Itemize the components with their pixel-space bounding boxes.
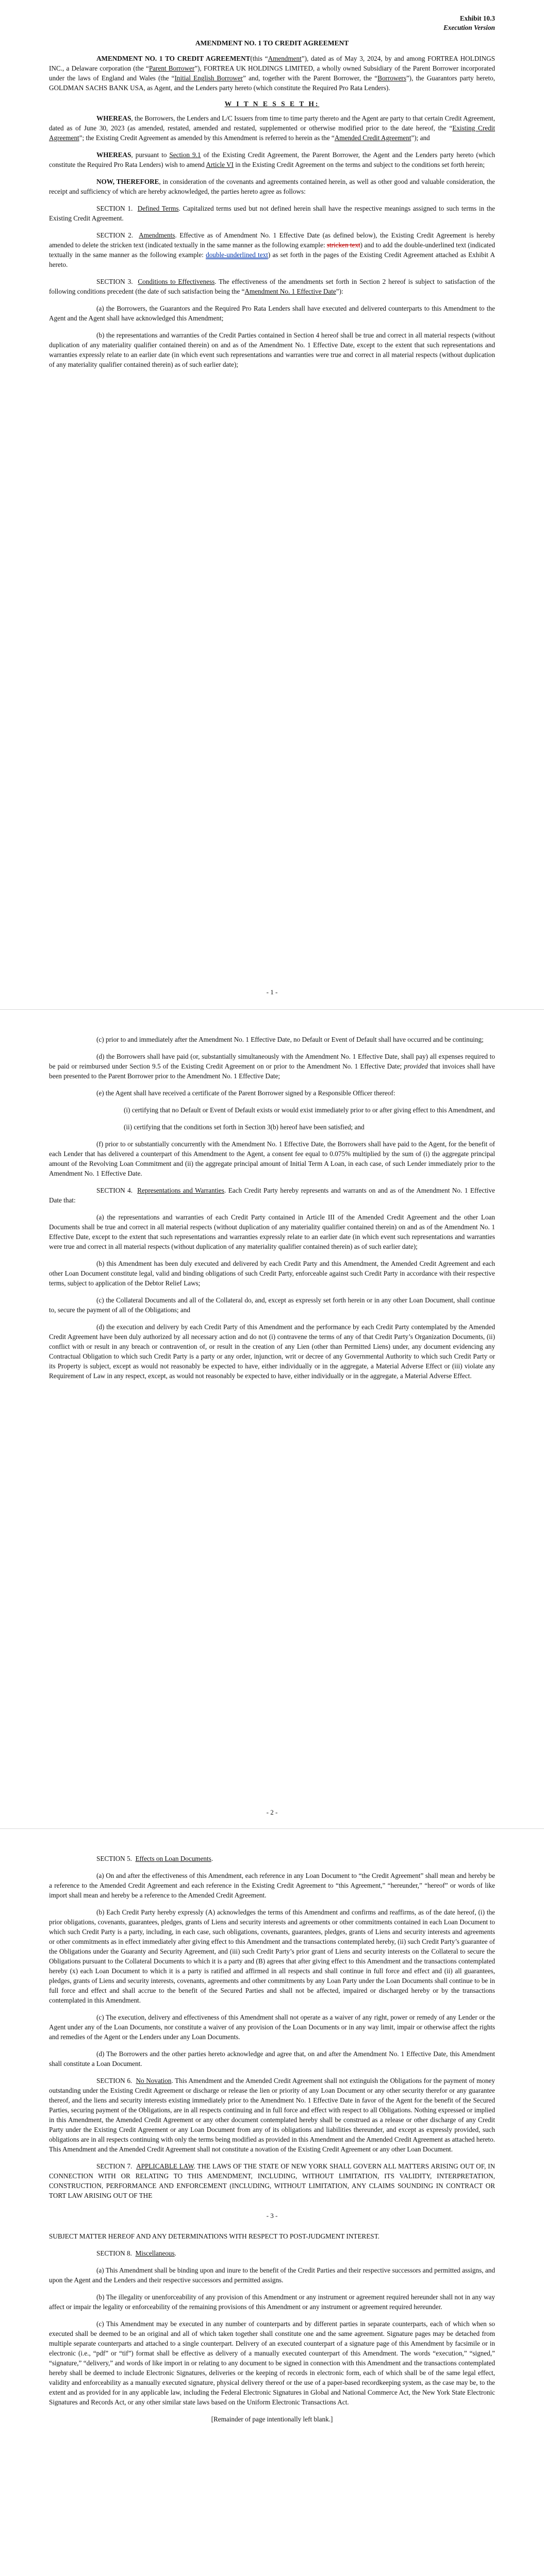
section-1-number: SECTION 1. — [96, 205, 133, 212]
section-8-text: . — [174, 2249, 176, 2257]
section-4-paragraph — [49, 1185, 495, 1205]
now-therefore-paragraph — [49, 177, 495, 196]
page-3 — [0, 1829, 544, 2576]
section-3-defined-effective-date: Amendment No. 1 Effective Date — [244, 287, 336, 295]
section-6-number: SECTION 6. — [96, 2077, 133, 2084]
page-2-content — [49, 1035, 495, 1388]
section-6-text: . This Amendment and the Amended Credit Agreement shall not extinguish the Obligations for the payment of money outstanding under the Existing Credit Agreement or discharge or release the lien or priority of any Loan Document or any other security therefor or any guarantee thereof, and the liens and security interests existing immediately prior to the Amendment No. 1 Effective Date in favor of the Agent for the benefit of the Secured Parties, securing payment of the Obligations, are in all respects continuing and in full force and effect with respect to all Obligations. Nothing expressed or implied in this Amendment, the Amended Credit Agreement or any other document contemplated hereby shall be construed as a release or other discharge of any Credit Party under the Existing Credit Agreement or any Loan Document from any of its obligations and liabilities thereunder, and except as expressly provided, such obligations are in all respects continuing with only the terms being modified as provided in this Amendment and the Amended Credit Agreement as attached hereto. This Amendment and the Amended Credit Agreement shall not constitute a novation of the Existing Credit Agreement or any other Loan Document. — [49, 2077, 495, 2153]
section-3-clause-d-provided: provided — [404, 1062, 428, 1070]
page-1-content — [49, 14, 495, 377]
witnesseth-heading: W I T N E S S E T H: — [224, 100, 320, 108]
section-5-clause-a: (a) On and after the effectiveness of this Amendment, each reference in any Loan Document to “the Credit Agreement” shall mean and hereby be a reference to the Amended Credit Agreement and each reference in the Existing Credit Agreement to “this Agreement,” “hereunder,” “hereof” or words of like import shall mean and hereby be a reference to the Amended Credit Agreement. — [49, 1872, 495, 1899]
whereas-2-lead: WHEREAS — [96, 151, 131, 159]
section-3-text-b: ”): — [336, 287, 343, 295]
remainder-blank-note: [Remainder of page intentionally left blank.] — [211, 2415, 333, 2423]
section-4-text: . Each Credit Party hereby represents and warrants on and as of the Amendment No. 1 Effective Date that: — [49, 1187, 495, 1204]
section-1-paragraph — [49, 204, 495, 223]
section-5-text: . — [211, 1855, 213, 1862]
section-5-clause-d: (d) The Borrowers and the other parties hereto acknowledge and agree that, on and after the Amendment No. 1 Effective Date, this Amendment shall constitute a Loan Document. — [49, 2050, 495, 2067]
whereas-1-text-b: ”; the Existing Credit Agreement as amended by this Amendment is referred to herein as the “ — [79, 134, 335, 142]
section-2-heading: Amendments — [139, 231, 175, 239]
section-4-clause-a: (a) the representations and warranties of each Credit Party contained in Article III of the Amended Credit Agreement and the other Loan Documents shall be true and correct in all material respects (without duplication of any materiality qualifier contained therein) on and as of the Amendment No. 1 Effective Date, except to the extent that such representations and warranties expressly relate to an earlier date (in which event such representations and warranties were true and correct in all material respects (without duplication of any materiality qualifier contained therein) as of such earlier date); — [49, 1213, 495, 1250]
whereas-paragraph-1 — [49, 113, 495, 143]
section-2-double-underline-example: double-underlined text — [206, 251, 268, 259]
section-2-text-c: ) as set forth in the pages of the Existing Credit Agreement attached as Exhibit A hereto. — [49, 251, 496, 268]
section-4-clause-d: (d) the execution and delivery by each Credit Party of this Amendment and the performance by each Credit Party contemplated by the Amended Credit Agreement have been duly authorized by all necessary action and do not (i) contravene the terms of any of that Credit Party’s Organization Documents, (ii) conflict with or result in any breach or contravention of, or result in the creation of any Lien (other than Permitted Liens) under, any document evidencing any Contractual Obligation to which such Credit Party is a party or any order, injunction, writ or decree of any Governmental Authority to which such Credit Party or its Property is subject, except as would not reasonably be expected to have, either individually or in the aggregate, a Material Adverse Effect or (iii) violate any Requirement of Law in any respect, except, as would not reasonably be expected to have, either individually or in the aggregate, a Material Adverse Effect. — [49, 1323, 495, 1380]
section-6-heading: No Novation — [136, 2077, 172, 2084]
whereas-1-defined-existing-credit-agreement: Existing Credit Agreement — [49, 124, 495, 142]
page-3-content — [49, 1854, 495, 2431]
intro-text-c: ”), FORTREA UK HOLDINGS LIMITED, a wholly owned Subsidiary of the Parent Borrower incorporated under the laws of England and Wales (the “ — [49, 64, 495, 82]
section-5-clause-b: (b) Each Credit Party hereby expressly (A) acknowledges the terms of this Amendment and confirms and reaffirms, as of the date hereof, (i) the prior obligations, covenants, guarantees, pledges, grants of Liens and security interests and agreements or other commitments contained in each Loan Document to which such Credit Party is a party, including, in each case, such obligations, covenants, guarantees, pledges, grants of Liens and security interests and agreements or other commitments as in effect immediately after giving effect to this Amendment and the transactions contemplated hereby, (ii) such Credit Party’s guarantee of the Obligations under the Guaranty and Security Agreement, and (iii) such Credit Party’s prior grant of Liens and security interests on the Collateral to secure the Obligations pursuant to the Collateral Documents to which it is a party and (B) agrees that after giving effect to this Amendment and the transactions contemplated hereby (x) each Loan Document to which it is a party is ratified and affirmed in all respects and shall continue in full force and effect and (ii) all guarantees, pledges, grants of Liens and security interests, covenants, agreements and other commitments by any Loan Party under the Loan Documents shall continue to be in full force and effect and shall accrue to the benefit of the Secured Parties and shall not be affected, impaired or discharged hereby or by the transactions contemplated in this Amendment. — [49, 1908, 495, 2004]
section-7-continuation: SUBJECT MATTER HEREOF AND ANY DETERMINATIONS WITH RESPECT TO POST-JUDGMENT INTEREST. — [49, 2232, 380, 2240]
intro-defined-borrowers: Borrowers — [377, 74, 406, 82]
whereas-2-text-c: in the Existing Credit Agreement on the terms and subject to the conditions set forth herein; — [233, 161, 485, 168]
intro-lead: AMENDMENT NO. 1 TO CREDIT AGREEMENT — [96, 55, 251, 62]
section-3-clause-c: (c) prior to and immediately after the Amendment No. 1 Effective Date, no Default or Event of Default shall have occurred and be continuing; — [96, 1036, 484, 1043]
whereas-1-defined-amended-credit-agreement: Amended Credit Agreement — [334, 134, 411, 142]
intro-defined-parent-borrower: Parent Borrower — [149, 64, 195, 72]
section-3-clause-d-text-b: that invoices shall have been presented to the Parent Borrower prior to the Amendment No. 1 Effective Date; — [49, 1062, 495, 1080]
intro-text-b: ”), dated as of May 3, 2024, by and among FORTREA HOLDINGS INC., a Delaware corporation (the “ — [49, 55, 495, 72]
section-3-clause-f: (f) prior to or substantially concurrently with the Amendment No. 1 Effective Date, the Borrowers shall have paid to the Agent, for the benefit of each Lender that has delivered a counterpart of this Amendment to the Agent, a consent fee equal to 0.075% multiplied by the sum of (i) the aggregate principal amount of the Revolving Loan Commitment and (ii) the aggregate principal amount of Initial Term A Loan, in each case, of such Lender immediately prior to the Amendment No. 1 Effective Date. — [49, 1140, 495, 1177]
section-2-strike-example: stricken text — [326, 241, 360, 249]
section-2-number: SECTION 2. — [96, 231, 134, 239]
intro-text-d: ” and, together with the Parent Borrower, the “ — [243, 74, 378, 82]
section-3-heading: Conditions to Effectiveness — [138, 278, 215, 285]
whereas-2-text-a: , pursuant to — [131, 151, 170, 159]
section-5-paragraph — [49, 1854, 495, 1863]
section-7-heading: APPLICABLE LAW — [136, 2162, 194, 2170]
whereas-1-text-c: ”); and — [411, 134, 430, 142]
intro-text-e: ”), the Guarantors party hereto, GOLDMAN SACHS BANK USA, as Agent, and the Lenders party hereto (which constitute the Required Pro Rata Lenders). — [49, 74, 495, 92]
exhibit-number: Exhibit 10.3 — [459, 14, 495, 22]
intro-paragraph — [49, 54, 495, 93]
section-3-clause-d-text-a: (d) the Borrowers shall have paid (or, substantially simultaneously with the Amendment No. 1 Effective Date, shall pay) all expenses required to be paid or reimbursed under Section 9.5 of the Existing Credit Agreement on or prior to the Amendment No. 1 Effective Date; — [49, 1053, 495, 1070]
section-8-number: SECTION 8. — [96, 2249, 132, 2257]
section-8-clause-c: (c) This Amendment may be executed in any number of counterparts and by different parties in separate counterparts, each of which when so executed shall be deemed to be an original and all of which taken together shall constitute one and the same agreement. Signature pages may be detached from multiple separate counterparts and attached to a single counterpart. Delivery of an executed counterpart of a signature page of this Amendment by facsimile or in electronic (i.e., “pdf” or “tif”) format shall be effective as delivery of a manually executed counterpart of this Amendment. The words “execution,” “signed,” “signature,” “delivery,” and words of like import in or relating to any document to be signed in connection with this Amendment and the transactions contemplated hereby shall be deemed to include Electronic Signatures, deliveries or the keeping of records in electronic form, each of which shall be of the same legal effect, validity and enforceability as a manually executed signature, physical delivery thereof or the use of a paper-based recordkeeping system, as the case may be, to the extent and as provided for in any applicable law, including the Federal Electronic Signatures in Global and National Commerce Act, the New York State Electronic Signatures and Records Act, or any other similar state laws based on the Uniform Electronic Transactions Act. — [49, 2320, 495, 2406]
intro-text-a: (this “ — [250, 55, 268, 62]
whereas-2-ref-section: Section 9.1 — [169, 151, 201, 159]
intro-defined-amendment: Amendment — [268, 55, 302, 62]
whereas-1-lead: WHEREAS — [96, 114, 131, 122]
section-4-clause-c: (c) the Collateral Documents and all of the Collateral do, and, except as expressly set forth herein or in any other Loan Document, shall continue to, secure the payment of all of the Obligations; and — [49, 1296, 495, 1314]
section-2-text-a: . Effective as of Amendment No. 1 Effective Date (as defined below), the Existing Credit Agreement is hereby amended to delete the stricken text (indicated textually in the same manner as the following example: — [49, 231, 496, 249]
section-3-text-a: . The effectiveness of the amendments set forth in Section 2 hereof is subject to satisfaction of the following conditions precedent (the date of such satisfaction being the “ — [49, 278, 495, 295]
whereas-1-text-a: , the Borrowers, the Lenders and L/C Issuers from time to time party thereto and the Agent are party to that certain Credit Agreement, dated as of June 30, 2023 (as amended, restated, amended and restated, supplemented or otherwise modified prior to the date hereof, the “ — [49, 114, 495, 132]
section-8-clause-a: (a) This Amendment shall be binding upon and inure to the benefit of the Credit Parties and their respective successors and permitted assigns, and upon the Agent and the Lenders and their respective successors and permitted assigns. — [49, 2266, 495, 2284]
section-3-clause-b: (b) the representations and warranties of the Credit Parties contained in Section 4 hereof shall be true and correct in all material respects (without duplication of any materiality qualifier contained therein) on and as of the Amendment No. 1 Effective Date, except to the extent that such representations and warranties expressly relate to an earlier date (in which event such representations and warranties were true and correct in all material respects (without duplication of any materiality qualifier contained therein) as of such earlier date); — [49, 331, 495, 368]
section-7-paragraph — [49, 2161, 495, 2200]
section-5-clause-c: (c) The execution, delivery and effectiveness of this Amendment shall not operate as a waiver of any right, power or remedy of any Lender or the Agent under any of the Loan Documents, nor constitute a waiver of any provision of the Loan Documents or in any way limit, impair or otherwise affect the rights and remedies of the Agent or the Lenders under any Loan Documents. — [49, 2013, 495, 2041]
whereas-paragraph-2 — [49, 150, 495, 170]
section-3-clause-e-i: (i) certifying that no Default or Event of Default exists or would exist immediately prior to or after giving effect to this Amendment, and — [124, 1106, 495, 1114]
now-therefore-lead: NOW, THEREFORE — [96, 178, 159, 185]
section-2-paragraph — [49, 230, 495, 269]
section-1-heading: Defined Terms — [137, 205, 179, 212]
section-5-number: SECTION 5. — [96, 1855, 132, 1862]
section-7-number: SECTION 7. — [96, 2162, 133, 2170]
section-3-clause-d — [49, 1052, 495, 1081]
page-2 — [0, 1010, 544, 1829]
section-4-number: SECTION 4. — [96, 1187, 133, 1194]
section-8-heading: Miscellaneous — [135, 2249, 175, 2257]
page-1 — [0, 0, 544, 1010]
section-4-heading: Representations and Warranties — [137, 1187, 224, 1194]
whereas-2-text-b: of the Existing Credit Agreement, the Parent Borrower, the Agent and the Lenders party hereto (which constitute the Required Pro Rata Lenders) wish to amend — [49, 151, 495, 168]
now-therefore-text: , in consideration of the covenants and agreements contained herein, as well as other good and valuable consideration, the receipt and sufficiency of which are hereby acknowledged, the parties hereto agree as follows: — [49, 178, 496, 195]
page-2-number: - 2 - — [266, 1808, 278, 1816]
section-1-text: . Capitalized terms used but not defined herein shall have the respective meanings assigned to such terms in the Existing Credit Agreement. — [49, 205, 495, 222]
whereas-2-ref-article: Article VI — [206, 161, 234, 168]
section-5-heading: Effects on Loan Documents — [135, 1855, 211, 1862]
page-3-number: - 3 - — [266, 2212, 278, 2219]
section-3-clause-a: (a) the Borrowers, the Guarantors and the Required Pro Rata Lenders shall have executed and delivered counterparts to this Amendment to the Agent and the Agent shall have acknowledged this Amendment; — [49, 304, 495, 322]
page-1-number: - 1 - — [266, 988, 278, 996]
section-3-paragraph — [49, 277, 495, 296]
section-7-text: . THE LAWS OF THE STATE OF NEW YORK SHALL GOVERN ALL MATTERS ARISING OUT OF, IN CONNECTION WITH OR RELATING TO THIS AMENDMENT, INCLUDING, WITHOUT LIMITATION, ITS VALIDITY, INTERPRETATION, CONSTRUCTION, PERFORMANCE AND ENFORCEMENT (INCLUDING, WITHOUT LIMITATION, ANY CLAIMS SOUNDING IN CONTRACT OR TORT LAW ARISING OUT OF THE — [49, 2162, 496, 2199]
document-title: AMENDMENT NO. 1 TO CREDIT AGREEMENT — [195, 39, 349, 47]
section-8-clause-b: (b) The illegality or unenforceability of any provision of this Amendment or any instrument or agreement required hereunder shall not in any way affect or impair the legality or enforceability of the remaining provisions of this Amendment or any instrument or agreement required hereunder. — [49, 2293, 495, 2311]
section-3-clause-e-ii: (ii) certifying that the conditions set forth in Section 3(b) hereof have been satisfied; and — [124, 1123, 365, 1131]
execution-version-label: Execution Version — [443, 24, 495, 31]
section-3-number: SECTION 3. — [96, 278, 133, 285]
section-4-clause-b: (b) this Amendment has been duly executed and delivered by each Credit Party and this Amendment, the Amended Credit Agreement and each other Loan Document constitute legal, valid and binding obligations of such Credit Party, enforceable against such Credit Party in accordance with their respective terms, subject to application of the Debtor Relief Laws; — [49, 1260, 495, 1287]
section-6-paragraph — [49, 2076, 495, 2154]
intro-defined-initial-english-borrower: Initial English Borrower — [174, 74, 243, 82]
section-3-clause-e: (e) the Agent shall have received a certificate of the Parent Borrower signed by a Responsible Officer thereof: — [96, 1089, 395, 1097]
section-8-paragraph — [49, 2248, 495, 2258]
section-2-text-b: ) and to add the double-underlined text (indicated textually in the same manner as the following example: — [49, 241, 495, 259]
